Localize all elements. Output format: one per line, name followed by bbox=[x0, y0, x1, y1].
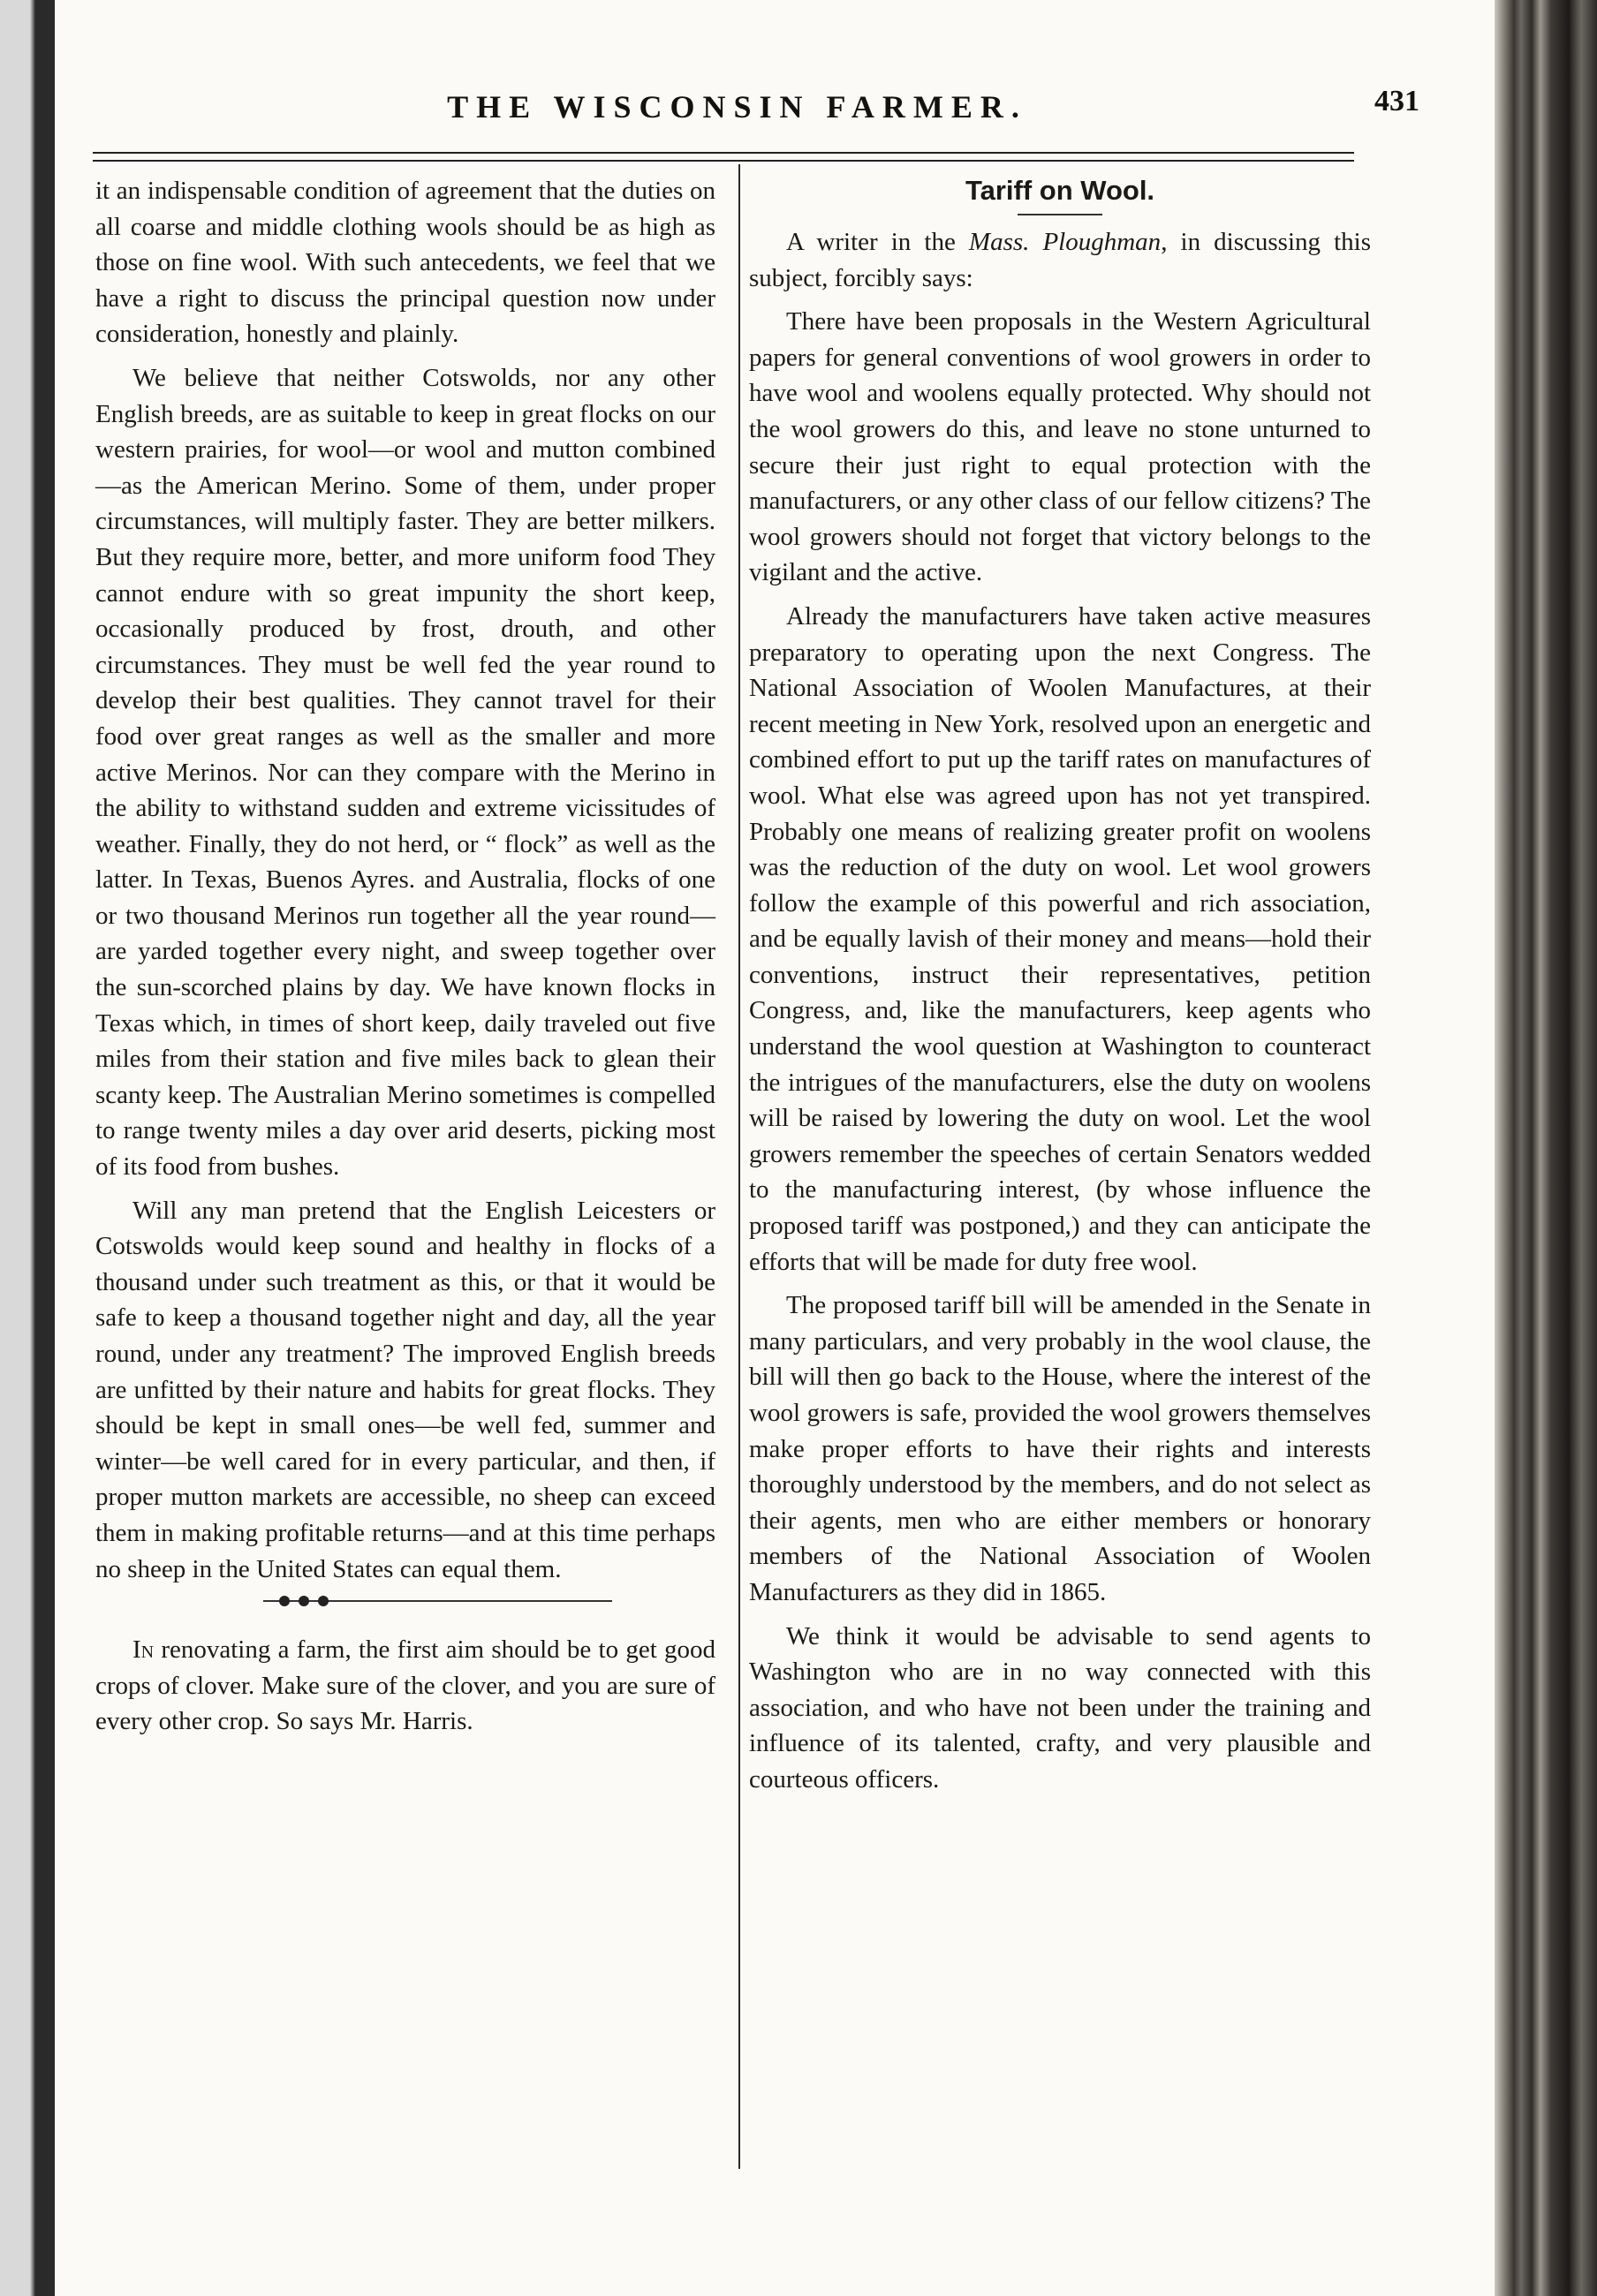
intro-pre: A writer in the bbox=[786, 228, 969, 256]
book-binding bbox=[0, 0, 55, 2296]
header-rule bbox=[93, 152, 1354, 162]
page-edges bbox=[1495, 0, 1597, 2296]
paragraph: it an indispensable condition of agreement that the duties on all coarse and middle clothing wools should be as high as those on fine wool. With such antecedents, we feel that we have a right to discuss the principal question now under consideration, honestly and plainly. bbox=[95, 177, 715, 349]
title-rule bbox=[1018, 214, 1102, 215]
note-text: renovating a farm, the first aim should be to get good crops of clover. Make sure of the clover, and you are sure of every other crop. So says Mr. Harris. bbox=[95, 1635, 715, 1736]
article-title: Tariff on Wool. bbox=[965, 175, 1155, 206]
intro-source: Mass. Ploughman bbox=[968, 228, 1162, 256]
left-column bbox=[95, 173, 715, 1748]
paragraph: The proposed tariff bill will be amended in the Senate in many particulars, and very probably in the wool clause, the bill will then go back to the House, where the interest of the wool growers is safe, provided the wool growers themselves make proper efforts to have their rights and interests thoroughly understood by the members, and do not select as their agents, men who are either members or honorary members of the National Association of Woolen Manufacturers as they did in 1865. bbox=[749, 1291, 1371, 1606]
farm-note bbox=[95, 1632, 715, 1740]
intro-post: , in discussing this subject, forcibly says: bbox=[749, 228, 1371, 292]
paragraph: Already the manufacturers have taken active measures preparatory to operating upon the next Congress. The National Association of Woolen Manufactures, at their recent meeting in New York, resolved upon an energetic and combined effort to put up the tariff rates on manufactures of wool. What else was agreed upon has not yet transpired. Probably one means of realizing greater profit on woolens was the reduction of the duty on wool. Let wool growers follow the example of this powerful and rich association, and be equally lavish of their money and means—hold their conventions, instruct their representatives, petition Congress, and, like the manufacturers, keep agents who understand the wool question at Washington to counteract the intrigues of the manufacturers, else the duty on woolens will be raised by lowering the duty on wool. Let the wool growers remember the speeches of certain Senators wedded to the manufacturing interest, (by whose influence the proposed tariff was postponed,) and they can anticipate the efforts that will be made for duty free wool. bbox=[749, 601, 1371, 1276]
page-header bbox=[55, 85, 1419, 141]
paragraph: We believe that neither Cotswolds, nor any other English breeds, are as suitable to keep in great flocks on our western prairies, for wool—or wool and mutton combined—as the American Merino. Some of them, under proper circumstances, will multiply faster. They are better milkers. But they require more, better, and more uniform food They cannot endure with so great impunity the short keep, occasionally produced by frost, drouth, and other circumstances. They must be well fed the year round to develop their best qualities. They cannot travel for their food over great ranges as well as the smaller and more active Merinos. Nor can they compare with the Merino in the ability to withstand sudden and extreme vicissitudes of weather. Finally, they do not herd, or “ flock” as well as the latter. In Texas, Buenos Ayres. and Australia, flocks of one or two thousand Merinos run together all the year round—are yarded together every night, and sweep together over the sun-scorched plains by day. We have known flocks in Texas which, in times of short keep, daily traveled out five miles from their station and five miles back to glean their scanty keep. The Australian Merino sometimes is compelled to range twenty miles a day over arid deserts, picking most of its food from bushes. bbox=[95, 363, 715, 1182]
right-column bbox=[749, 173, 1371, 1806]
running-title: THE WISCONSIN FARMER. bbox=[447, 89, 1027, 125]
column-divider bbox=[738, 164, 740, 2169]
paragraph: We think it would be advisable to send agents to Washington who are in no way connected with this association, and who have not been under the training and influence of its talented, crafty, and very plausible and courteous officers. bbox=[749, 1621, 1371, 1794]
page-number: 431 bbox=[1374, 85, 1419, 117]
paragraph: There have been proposals in the Western Agricultural papers for general conventions of wool growers in order to have wool and woolens equally protected. Why should not the wool growers do this, and leave no stone unturned to secure their just right to equal protection with the manufacturers, or any other class of our fellow citizens? The wool growers should not forget that victory belongs to the vigilant and the active. bbox=[749, 307, 1371, 587]
article-intro bbox=[749, 224, 1371, 296]
note-lead: In bbox=[132, 1635, 155, 1665]
paragraph: Will any man pretend that the English Leicesters or Cotswolds would keep sound and healthy in flocks of a thousand under such treatment as this, or that it would be safe to keep a thousand together night and day, all the year round, under any treatment? The improved English breeds are unfitted by their nature and habits for great flocks. They should be kept in small ones—be well fed, summer and winter—be well cared for in every particular, and then, if proper mutton markets are accessible, no sheep can exceed them in making profitable returns—and at this time perhaps no sheep in the United States can equal them. bbox=[95, 1196, 715, 1583]
ornamental-divider bbox=[263, 1595, 612, 1607]
